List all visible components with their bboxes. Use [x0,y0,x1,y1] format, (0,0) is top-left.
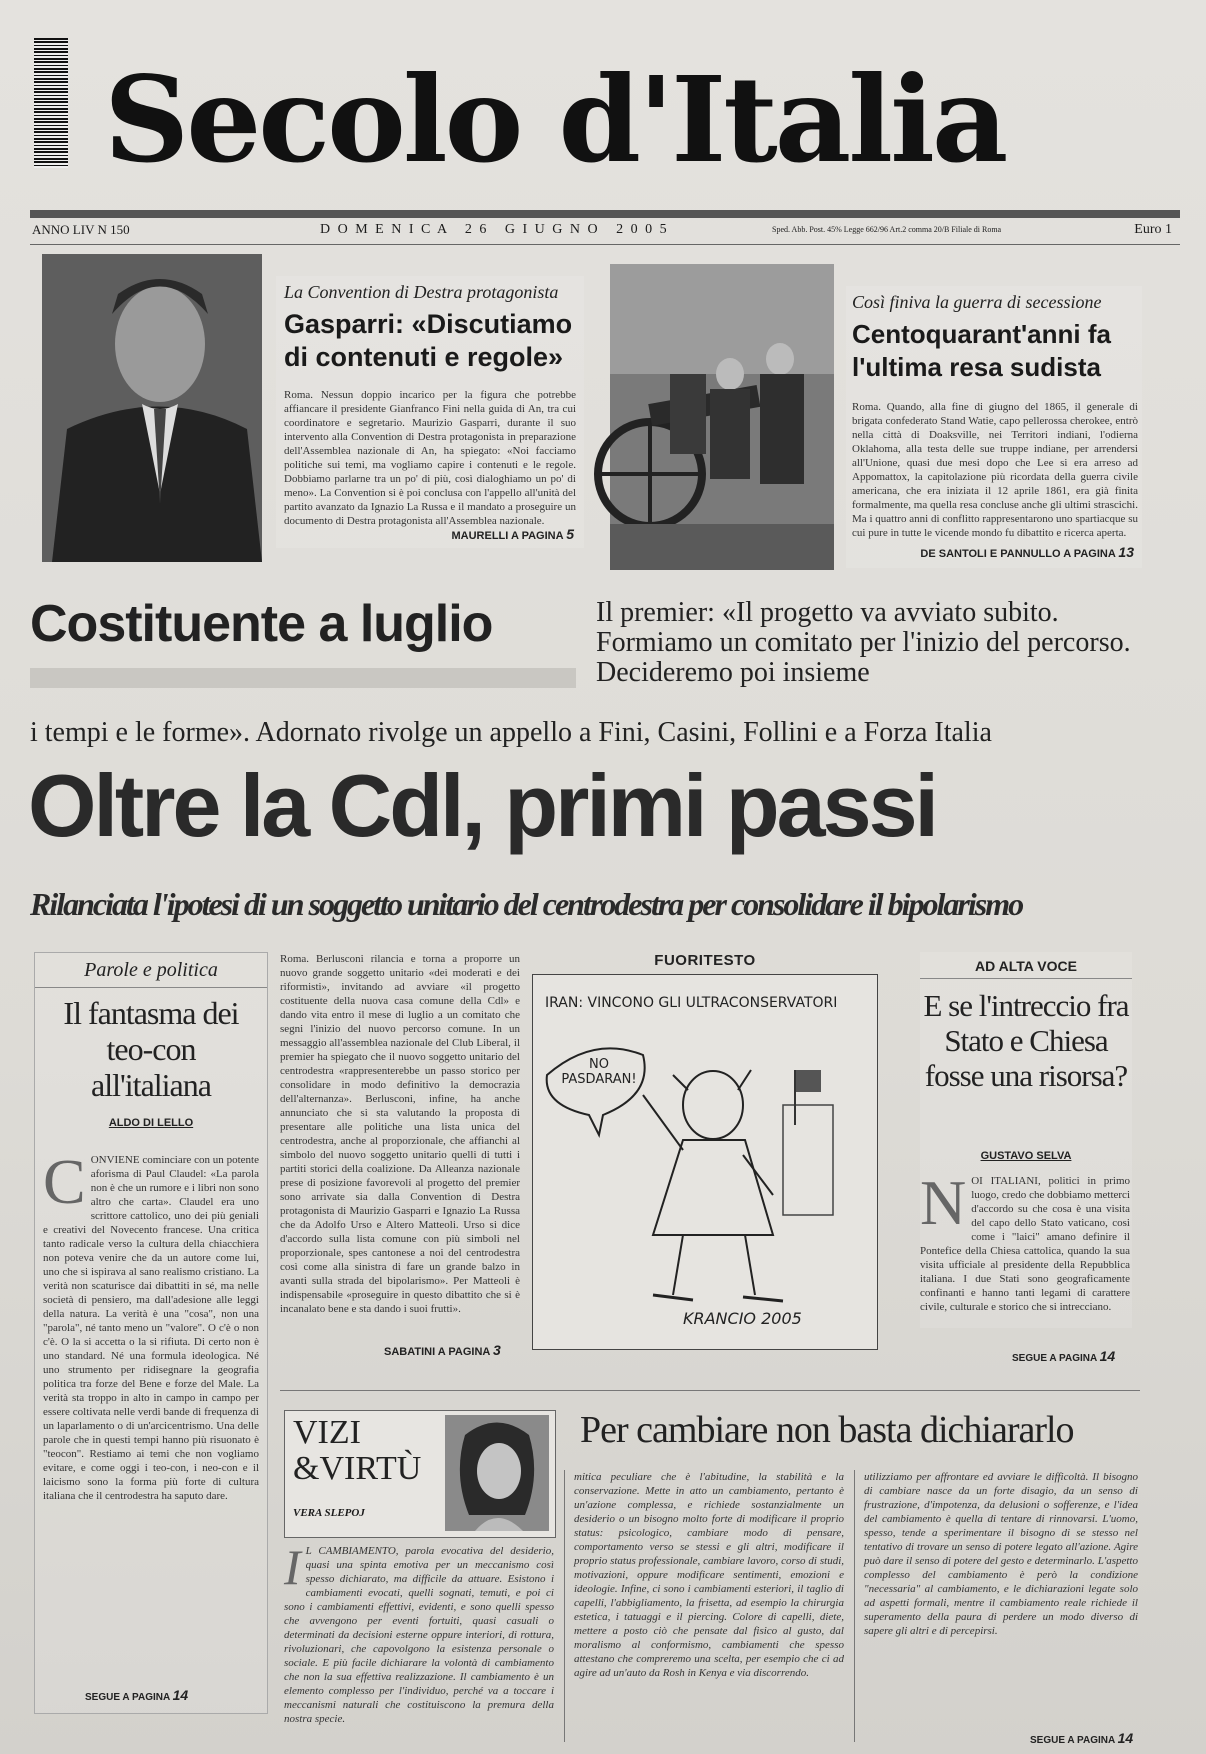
story2-headline: Centoquarant'anni fa l'ultima resa sudista [852,319,1111,382]
lead-shade-bar [30,668,576,688]
story1-body: Roma. Nessun doppio incarico per la figura che potrebbe affiancare il presidente Gianfranco Fini nella guida di An, tra cui coordinatore e segretario. Maurizio Gasparri, durante il suo intervento alla Convention di Destra protagonista in preparazione dell'Assemblea nazionale di An, ha spiegato: «Noi facciamo politiche sui temi, ma vogliamo capire i contenuti e le regole. Dobbiamo parlarne tra un po' di più, così dialoghiamo un po' di meno». La Convention si è poi conclusa con l'appello all'unità del partito avanzato da Ignazio La Russa e il mandato a proseguire un documento di Destra protagonista all'Assemblea nazionale. [284,389,576,527]
story1-ref-name: MAURELLI [451,530,509,542]
column-right-dropcap: N [920,1167,967,1238]
section-rule [280,1390,1140,1391]
story2-box [846,286,1142,568]
lead-deck-continued: i tempi e le forme». Adornato rivolge un appello a Fini, Casini, Follini e a Forza Italia [30,717,992,748]
lead-kicker-headline: Costituente a luglio [30,595,493,653]
vizi-col3: utilizziamo per affrontare ed avviare le difficoltà. Il bisogno di cambiare nasce da un forte disagio, da un senso di frustrazione, d'impotenza, da delusioni o sofferenze, e l'idea del cambiamento è quella di tentare di rinnovarsi. L'uomo, spesso, tende a sperimentare il bisogno di se stesso nel tentativo di trovare un senso di potere legato all'azione. Agire può dare il senso di potere del gesto e determinarlo. L'aspetto complesso del cambiamento è però la condizione "necessaria" al cambiamento, e le dichiarazioni legate solo ad aspetti formali, mentre il cambiamento reale richiede il superamento della paura di perdere un modo diverso di sapere gli altri e di percepirsi. [864,1471,1138,1637]
gasparri-photo [42,254,262,562]
story2-ref-page: 13 [1118,544,1134,560]
vizi-dropcap: I [284,1539,301,1595]
story2-ref-text: A PAGINA [1063,548,1116,560]
masthead-title: Secolo d'Italia [104,50,1006,189]
vizi-logo-top: VIZI [293,1414,361,1451]
lead-ref-page: 3 [493,1342,501,1358]
dateline [30,216,1180,245]
vizi-ref[interactable] [1030,1730,1133,1746]
cartoon-signature: KRANCIO 2005 [683,1309,802,1328]
story1-ref-page: 5 [566,526,574,542]
story2-ref-name: DE SANTOLI E PANNULLO [920,548,1061,560]
story1-ref-text: A PAGINA [510,530,564,542]
vizi-col-rule-2 [854,1470,855,1742]
column-right-headline: E se l'intreccio fra Stato e Chiesa fosse una risorsa? [923,988,1129,1093]
vizi-author-photo [445,1415,549,1531]
column-left-body [43,1146,259,1673]
column-left-headline: Il fantasma dei teo-con all'italiana [63,995,239,1103]
vizi-col2: mitica peculiare che è l'abitudine, la stabilità e la conservazione. Mette in atto un cambiamento, pertanto è un'azione complessa, e richiede sostanzialmente un desiderio o un bisogno molto forte di modificare il proprio status: psicologico, cambiare modo di pensare, comportamento verso se stessi e gli altri, modificare il proprio status professionale, cambiare lavoro, corso di studi, motivazioni, oppure modificare sentimenti, emozioni e ideologie. Infine, ci sono i cambiamenti esteriori, il taglio di capelli, l'abbigliamento, la frisetta, ad esempio la chirurgia estetica, i tatuaggi e il piercing. Colore di capelli, diete, mettere a posto ciò che pensate dal fisico al gusto, dal moralismo al conformismo, cambiamenti che spesso attestano che compreremo una scelta, per esempio che ci ad agire ad un'auto da Rosh in Kenya e via discorrendo. [574,1471,844,1679]
column-left-kicker: Parole e politica [84,959,218,981]
fuoritesto-box [532,952,878,1350]
civil-war-photo [610,264,834,570]
lead-headline: Oltre la Cdl, primi passi [28,756,936,855]
column-right-ref-page: 14 [1099,1348,1116,1364]
vizi-author: VERA SLEPOJ [293,1507,365,1519]
column-left-rule [35,987,267,988]
lead-body: Roma. Berlusconi rilancia e torna a proporre un nuovo grande soggetto unitario «dei moderati e dei riformisti», invitando ad avviare «il progetto costituente della nuova casa comune della Cdl» e dando vita entro il mese di luglio a un comitato che segni l'inizio del nuovo percorso comune. In un messaggio all'assemblea nazionale del Club Liberal, il premier ha spiegato che il nuovo soggetto unitario del centrodestra «rappresenterebbe un passo storico per consolidare in modo definitivo la democrazia dell'alternanza». Berlusconi, infine, ha anche annunciato che si sta valutando la proposta di presentare alle politiche una lista unica del centrodestra, anche al proporzionale, che affianchi al simbolo del nuovo soggetto unitario quelli di tutti i partiti storici della coalizione. Da Alleanza nazionale prese di posizione favorevoli al progetto del premier sono arrivate sia dalla Convention di Destra protagonista di Maurizio Gasparri e Ignazio La Russa che da Adolfo Urso e Altero Matteoli. Urso si dice d'accordo sulla lista comune con più simboli nel proporzionale, spes cantonese a noi del centrodestra così come alla sinistra di fare un grande balzo in avanti sulla strada del bipolarismo». Per Matteoli è indispensabile «proseguire in questo dibattito che si è incanalato bene e sta dando i suoi frutti». [280,953,520,1315]
column-right-author: GUSTAVO SELVA [980,1150,1072,1162]
column-left-ref[interactable] [85,1687,188,1703]
story2-ref[interactable] [920,544,1134,560]
postal-info: Sped. Abb. Post. 45% Legge 662/96 Art.2 comma 20/B Filiale di Roma [772,225,1002,234]
column-right-text: OI ITALIANI, politici in primo luogo, credo che dobbiamo metterci d'accordo su che cosa è una visita del capo dello Stato vaticano, cosi come i "laici" amano definire il Pontefice della Chiesa cattolica, quando la sua visita ufficiale al presidente della Repubblica italiana. I due Stati sono geograficamente confinanti e hanno tanti legami di carattere civile, culturale e storico che si intrecciano. [920,1175,1130,1313]
column-right-kicker: AD ALTA VOCE [975,958,1077,974]
vizi-col1-text: L CAMBIAMENTO, parola evocativa del desiderio, quasi una spinta emotiva per un meccanismo così spesso dichiarato, ma difficile da attuare. Esistono i cambiamenti evocati, quelli sognati, temuti, e poi ci sono i cambiamenti effettivi, evidenti, e sono quelli spesso che avvengono per eventi fortuiti, quasi casuali o determinati da decisioni esterne oppure interiori, di rottura, rivoluzionari, che capovolgono la esistenza personale o sociale. E più facile dichiarare la volontà di cambiamento che non la sua effettiva realizzazione. Il cambiamento è un elemento complesso per l'individuo, perché va a toccare i meccanismi naturali che costituiscono la premura della nostra specie. [284,1545,554,1725]
vizi-logo-bottom: &VIRTÙ [293,1450,422,1487]
issue-date: D O M E N I C A 2 6 G I U G N O 2 0 0 5 [320,222,669,237]
fuoritesto-label: FUORITESTO [654,952,756,969]
story1-headline: Gasparri: «Discutiamo di contenuti e regole» [284,309,573,372]
vizi-ref-page: 14 [1117,1730,1134,1746]
vizi-col-rule-1 [564,1470,565,1742]
column-right-ref-text: SEGUE A PAGINA [1012,1353,1097,1364]
column-right [920,952,1132,1328]
column-left-ref-page: 14 [172,1687,189,1703]
vizi-ref-text: SEGUE A PAGINA [1030,1735,1115,1746]
story1-box [276,276,584,548]
vizi-logo-box [284,1410,556,1538]
column-left-dropcap: C [43,1146,86,1217]
column-left-ref-text: SEGUE A PAGINA [85,1692,170,1703]
column-left-text: ONVIENE cominciare con un potente aforisma di Paul Claudel: «La parola non è che un rumore e i libri non sono altro che carta». Claudel era uno scrittore cattolico, uno dei più geniali e creativi del Novecento francese. Una critica tanto radicale verso la cultura della chiacchiera non poteva venire che da un autore come lui, uno che si ispirava al sano realismo cristiano. La verità non scaturisce dai dibattiti in sé, ma nelle società di pensiero, ma dall'adesione alle leggi della natura. La verità è una "cosa", non una "parola", né tanto meno un "valore". O c'è o non c'è. O la si accetta o la si rifiuta. Di certo non è uno standard. Né una formula ideologica. Né uno strumento per ridisegnare la geografia politica tra forze del Bene e forze del Male. La verità sta troppo in alto in campo in campo per essere coltivata nelle verdi bande di frequenza di un laparlamento o di un'arcicentrismo. Una delle parole che in questi tempi hanno più risuonato è "teocon". Restiamo ai temi che non vogliamo evitare, e come oggi i teo-con, i neo-con e il laicismo sono la forma più forte di cultura italiana che il centrodestra ha saputo dare. [43,1154,259,1502]
vizi-headline: Per cambiare non basta dichiararlo [580,1409,1074,1451]
cartoon-frame [532,974,878,1350]
story2-kicker: Così finiva la guerra di secessione [852,292,1102,312]
lead-ref-name: SABATINI [384,1346,436,1358]
cartoon-caption: IRAN: VINCONO GLI ULTRACONSERVATORI [545,995,838,1011]
story1-ref[interactable] [452,526,575,542]
vizi-col1 [284,1539,554,1740]
cartoon-drawing [533,975,877,1349]
column-right-body [920,1167,1130,1324]
price: Euro 1 [1134,222,1172,237]
column-left-author: ALDO DI LELLO [108,1117,194,1129]
lead-ref[interactable] [384,1342,501,1358]
story2-body: Roma. Quando, alla fine di giugno del 1865, il generale di brigata confederato Stand Watie, capo pellerossa cherokee, entrò nella città di Doaksville, nei Territori indiani, l'odierna Oklahoma, alla testa delle sue truppe indiane, per arrendersi all'Unione, quasi due mesi dopo che Lee si era arreso ad Appomattox, la capitolazione più ricordata della guerra civile americana, che era iniziata il 12 aprile 1861, era già finita formalmente, ma quella resa concluse anche gli ultimi strascichi. Ma i quattro anni di conflitto rappresentarono uno spartiacque su cui pure in tutte le vicende mondo fu dibattito e ricerca aperta. [852,401,1138,539]
lead-ref-text: A PAGINA [437,1346,490,1358]
cartoon-balloon: NO PASDARAN! [561,1057,637,1087]
column-right-rule [920,978,1132,979]
column-left [34,952,268,1714]
story1-kicker: La Convention di Destra protagonista [284,282,559,302]
column-right-ref[interactable] [1012,1348,1115,1364]
lead-subhead: Rilanciata l'ipotesi di un soggetto unitario del centrodestra per consolidare il bipolarismo [30,886,1023,922]
lead-deck: Il premier: «Il progetto va avviato subito. Formiamo un comitato per l'inizio del percorso. Decideremo poi insieme [596,597,1131,688]
barcode [34,38,68,168]
issue-number: ANNO LIV N 150 [32,222,130,237]
